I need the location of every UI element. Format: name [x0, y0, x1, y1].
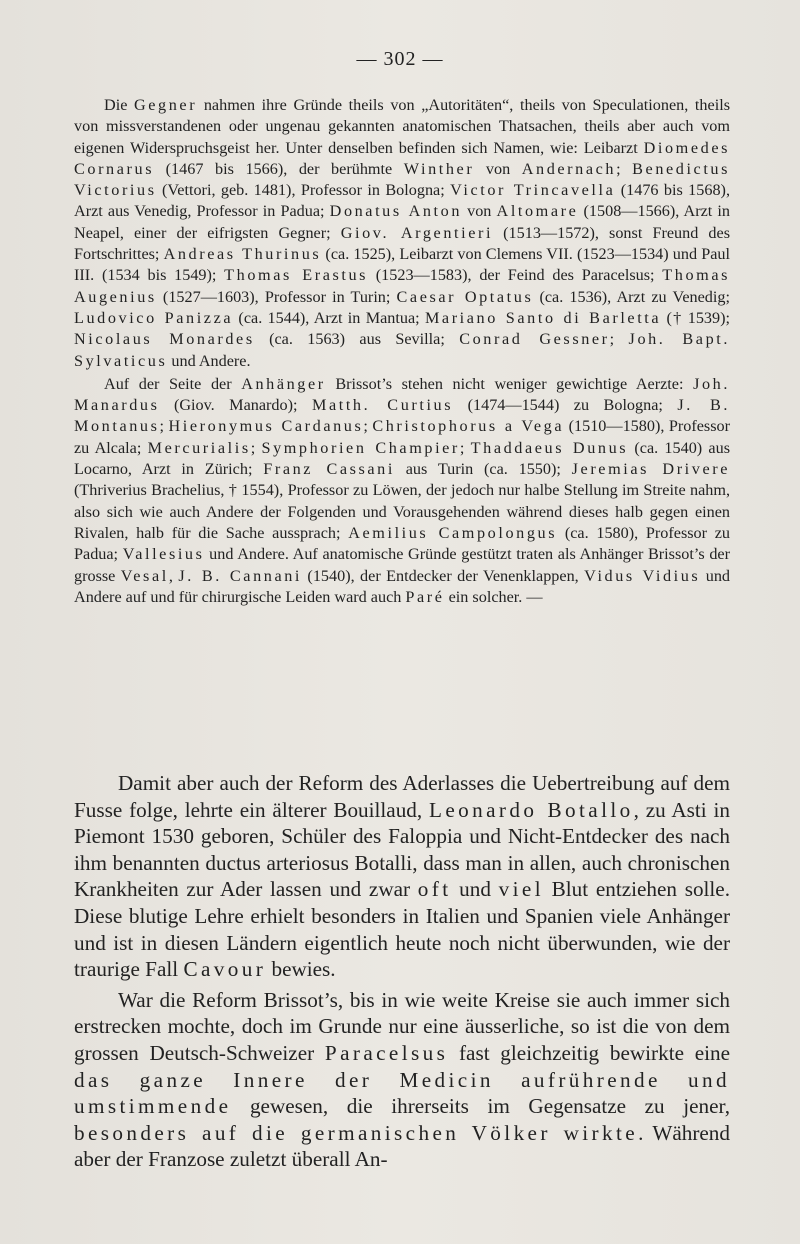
text-run: ;: [459, 438, 471, 457]
paragraph-botallo: [74, 770, 730, 983]
text-run: ;: [616, 159, 633, 178]
text-run: (1508—1566), Arzt in Neapel, einer der eifrigsten Gegner;: [74, 202, 730, 242]
text-run: Brissot’s stehen nicht weniger gewichtige Aerzte:: [325, 374, 694, 393]
spaced-name: viel: [498, 877, 544, 902]
text-run: aus Turin (ca. 1550);: [394, 460, 572, 479]
spaced-name: Joh. Manardus: [74, 374, 730, 415]
text-run: († 1539);: [661, 308, 730, 327]
paragraph-opponents: [74, 95, 730, 372]
text-run: (ca. 1580), Professor zu Padua;: [74, 523, 731, 564]
spaced-name: Andreas Thurinus: [163, 245, 322, 264]
text-run: . Während aber der Franzose zuletzt überall An-: [74, 1120, 730, 1172]
spaced-name: Franz Cassani: [263, 460, 395, 479]
spaced-name: das ganze Innere der Medicin aufrührende und umstimmende: [74, 1067, 730, 1119]
text-run: fast gleichzeitig bewirkte eine: [448, 1040, 730, 1065]
text-run: (ca. 1540) aus Locarno, Arzt in Zürich;: [74, 438, 730, 479]
spaced-name: Mariano Santo di Barletta: [424, 308, 662, 327]
spaced-name: Aemilius Campolongus: [348, 523, 558, 542]
spaced-name: Giov. Argentieri: [340, 223, 494, 242]
text-run: (1513—1572), sonst Freund des Fortschrittes;: [74, 223, 730, 264]
text-run: ein solcher. —: [444, 587, 543, 606]
text-run: (ca. 1563) aus Sevilla;: [254, 330, 460, 349]
spaced-name: Cavour: [183, 957, 267, 982]
text-run: bewies.: [266, 957, 336, 982]
text-run: Damit aber auch der Reform des Aderlasses die Uebertreibung auf dem Fusse folge, lehrte ein älterer Bouillaud,: [74, 771, 730, 822]
paragraph-supporters: [74, 374, 730, 608]
spaced-name: J. B. Montanus: [74, 396, 730, 436]
spaced-name: Matth. Curtius: [311, 396, 454, 415]
text-run: (1540), der Entdecker der Venenklappen,: [302, 566, 585, 585]
text-run: (ca. 1525), Leibarzt von Clemens VII. (1523—1534) und Paul III. (1534 bis 1549);: [74, 245, 730, 285]
spaced-name: Caesar Optatus: [396, 287, 534, 306]
spaced-name: Vallesius: [122, 545, 205, 564]
spaced-name: Paracelsus: [324, 1040, 449, 1065]
spaced-name: Christophorus a Vega: [372, 417, 565, 436]
spaced-name: J. B. Cannani: [178, 566, 302, 585]
spaced-name: besonders auf die germanischen Völker wirkte: [74, 1120, 639, 1145]
text-run: von: [474, 159, 522, 178]
text-run: von: [462, 202, 497, 221]
text-run: War die Reform Brissot’s, bis in wie weite Kreise sie auch immer sich erstrecken mochte, doch im Grunde nur eine äusserliche, so ist die von dem grossen Deutsch-Schweizer: [74, 987, 730, 1065]
spaced-name: Nicolaus Monardes: [74, 330, 255, 349]
spaced-name: Victor Trincavella: [450, 181, 616, 200]
text-run: (Vettori, geb. 1481), Professor in Bologna;: [156, 181, 451, 200]
spaced-name: Winther: [403, 159, 475, 178]
spaced-name: Donatus Anton: [329, 202, 462, 221]
text-run: und Andere.: [167, 351, 251, 370]
text-run: und: [451, 877, 499, 902]
spaced-name: Jeremias Drivere: [571, 460, 730, 479]
spaced-name: Mercurialis: [147, 438, 251, 457]
text-run: ;: [363, 417, 373, 436]
text-run: Auf der Seite der: [104, 374, 242, 393]
spaced-name: Paré: [405, 587, 445, 606]
text-run: (1467 bis 1566), der berühmte: [154, 159, 404, 178]
text-run: nahmen ihre Gründe theils von „Autoritäten“, theils von Speculationen, theils von missverstandenen oder ungenau gekannten anatomischen Thatsachen, theils aber auch vom eigenen Widerspruchsgeist her. Unter denselben befinden sich Namen, wie: Leibarzt: [74, 96, 730, 157]
text-run: ;: [159, 417, 169, 436]
text-run: und Andere. Auf anatomische Gründe gestützt traten als Anhänger Brissot’s der grosse: [74, 545, 730, 585]
spaced-name: Hieronymus Cardanus: [168, 417, 364, 436]
spaced-name: Anhänger: [241, 374, 326, 393]
spaced-name: Altomare: [496, 202, 579, 221]
text-run: (1476 bis 1568), Arzt aus Venedig, Professor in Padua;: [74, 181, 730, 221]
spaced-name: Diomedes Cornarus: [74, 138, 730, 178]
text-run: , zu Asti in Piemont 1530 geboren, Schüler des Faloppia und Nicht-Entdecker des nach ihm benannten ductus arteriosus Botalli, dass man in allen, auch chronischen Krankheiten zur Ader lassen und zwar: [74, 797, 730, 902]
text-run: (1523—1583), der Feind des Paracelsus;: [368, 266, 663, 285]
spaced-name: Ludovico Panizza: [74, 308, 234, 327]
text-run: (1527—1603), Professor in Turin;: [156, 287, 397, 306]
spaced-name: Symphorien Champier: [261, 438, 460, 457]
text-run: (ca. 1544), Arzt in Mantua;: [233, 308, 425, 327]
spaced-name: Thomas Augenius: [74, 266, 730, 306]
page-number: — 302 —: [356, 48, 444, 70]
spaced-name: Andernach: [521, 159, 617, 178]
spaced-name: Thomas Erastus: [224, 266, 369, 285]
spaced-name: Vidus Vidius: [584, 566, 701, 585]
text-run: ;: [609, 330, 629, 349]
text-run: und Andere auf und für chirurgische Leiden ward auch: [74, 566, 731, 606]
spaced-name: Vesal: [120, 566, 169, 585]
paragraph-paracelsus: [74, 987, 730, 1173]
spaced-name: Conrad Gessner: [459, 330, 610, 349]
text-run: gewesen, die ihrerseits im Gegensatze zu jener,: [231, 1094, 730, 1119]
footnote-text-block: [74, 95, 730, 608]
spaced-name: Gegner: [134, 96, 198, 114]
text-run: ;: [250, 438, 262, 457]
text-run: ,: [168, 566, 179, 585]
text-run: (ca. 1536), Arzt zu Venedig;: [533, 287, 730, 306]
spaced-name: Thaddaeus Dunus: [470, 438, 629, 457]
spaced-name: oft: [417, 877, 452, 902]
text-run: (1510—1580), Professor zu Alcala;: [74, 417, 731, 457]
text-run: (1474—1544) zu Bologna;: [453, 396, 678, 415]
text-run: (Giov. Manardo);: [159, 396, 312, 415]
main-text-block: [74, 770, 730, 1173]
text-run: Die: [104, 96, 134, 114]
text-run: Blut entziehen solle. Diese blutige Lehre erhielt besonders in Italien und Spanien viele Anhänger und ist in diesen Ländern eigentlich heute noch nicht überwunden, wie der traurige Fall: [74, 877, 731, 982]
spaced-name: Joh. Bapt. Sylvaticus: [74, 330, 730, 370]
text-run: (Thriverius Brachelius, † 1554), Professor zu Löwen, der jedoch nur halbe Stellung im Streite nahm, also sich wie auch Andere der Folgenden und Vorausgehenden während dieses halb gegen einen Rivalen, halb für die Sache aussprach;: [74, 481, 730, 542]
spaced-name: Leonardo Botallo: [429, 797, 634, 822]
spaced-name: Benedictus Victorius: [74, 159, 731, 200]
